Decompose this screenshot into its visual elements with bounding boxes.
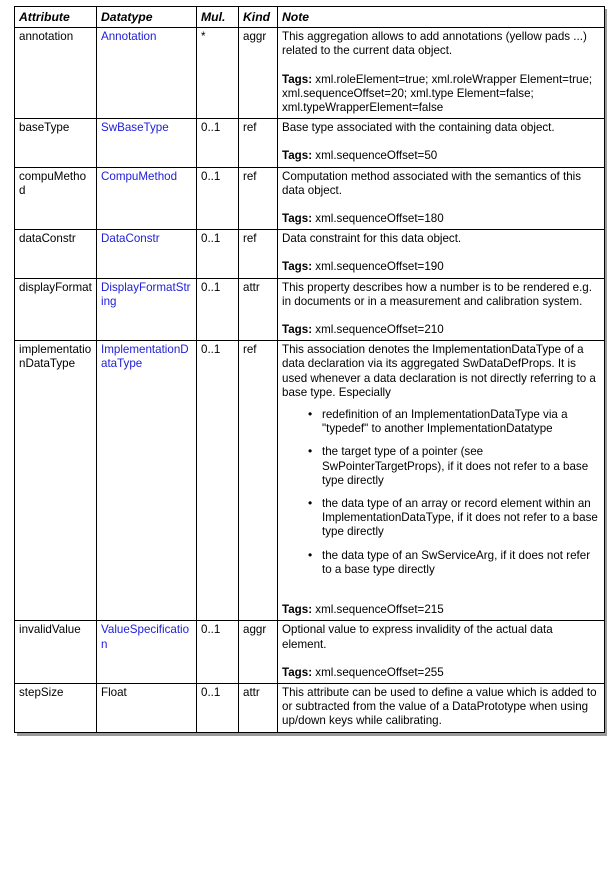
note-spacer [282,577,600,603]
cell-multiplicity: 0..1 [197,119,239,167]
cell-kind: attr [239,278,278,341]
note-bullet-list [282,408,600,577]
note-description: This aggregation allows to add annotations (yellow pads ...) related to the current data object. [282,30,587,58]
cell-attribute: stepSize [15,683,97,732]
cell-multiplicity: 0..1 [197,621,239,684]
note-description: This property describes how a number is to be rendered e.g. in documents or in a measurement and calibration system. [282,280,592,308]
cell-multiplicity: * [197,28,239,119]
column-header-mul: Mul. [197,7,239,28]
cell-attribute: annotation [15,28,97,119]
cell-note [278,28,605,119]
table-header-row [15,7,605,28]
cell-note [278,230,605,278]
cell-note [278,621,605,684]
note-tags [282,73,600,116]
cell-note [278,341,605,621]
table-header [15,7,605,28]
table-row [15,28,605,119]
cell-multiplicity: 0..1 [197,683,239,732]
note-description: Data constraint for this data object. [282,232,462,246]
cell-datatype-link[interactable]: ImplementationDataType [97,341,197,621]
note-description: This attribute can be used to define a value which is added to or subtracted from the value of a DataPrototype when using up/down keys while calibrating. [282,685,597,728]
note-tags-label: Tags: [282,149,313,163]
note-spacer [282,59,600,73]
note-description: Base type associated with the containing data object. [282,121,555,135]
note-tags [282,603,600,617]
cell-kind: ref [239,341,278,621]
note-spacer [282,309,600,323]
cell-note [278,278,605,341]
cell-kind: attr [239,683,278,732]
table-row [15,119,605,167]
note-tags [282,323,600,337]
note-tags-value: xml.sequenceOffset=50 [315,149,438,163]
cell-kind: aggr [239,621,278,684]
cell-multiplicity: 0..1 [197,167,239,230]
note-bullet-item: • redefinition of an ImplementationDataType via a "typedef" to another ImplementationDatatype [308,408,600,436]
note-description: This association denotes the ImplementationDataType of a data declaration via its aggregated SwDataDefProps. It is used whenever a data declaration is not directly referring to a base type. Especially [282,343,596,399]
note-tags-label: Tags: [282,323,313,337]
table-body [15,28,605,732]
note-spacer [282,652,600,666]
attributes-table [14,6,605,733]
table-row [15,683,605,732]
note-bullet-item: • the target type of a pointer (see SwPointerTargetProps), if it does not refer to a base type directly [308,445,600,488]
cell-datatype-link[interactable]: Annotation [97,28,197,119]
cell-kind: aggr [239,28,278,119]
attributes-table-container [14,6,604,733]
cell-attribute: compuMethod [15,167,97,230]
note-bullet-item: • the data type of an SwServiceArg, if it does not refer to a base type directly [308,549,600,577]
column-header-note: Note [278,7,605,28]
table-row [15,167,605,230]
cell-multiplicity: 0..1 [197,341,239,621]
cell-datatype-link[interactable]: SwBaseType [97,119,197,167]
note-tags-label: Tags: [282,603,313,617]
cell-datatype-link[interactable]: DataConstr [97,230,197,278]
cell-note [278,119,605,167]
cell-kind: ref [239,230,278,278]
cell-multiplicity: 0..1 [197,230,239,278]
table-row [15,278,605,341]
cell-attribute: baseType [15,119,97,167]
table-row [15,230,605,278]
cell-datatype-link[interactable]: CompuMethod [97,167,197,230]
note-description: Optional value to express invalidity of the actual data element. [282,623,553,651]
note-tags-value: xml.sequenceOffset=210 [315,323,444,337]
note-tags-label: Tags: [282,665,313,679]
note-tags-value: xml.sequenceOffset=190 [315,260,444,274]
note-tags-label: Tags: [282,72,313,86]
cell-multiplicity: 0..1 [197,278,239,341]
cell-datatype: Float [97,683,197,732]
table-row [15,341,605,621]
note-tags [282,149,600,163]
column-header-attribute: Attribute [15,7,97,28]
cell-attribute: implementationDataType [15,341,97,621]
note-tags-value: xml.sequenceOffset=255 [315,665,444,679]
column-header-kind: Kind [239,7,278,28]
note-tags [282,666,600,680]
note-tags-label: Tags: [282,260,313,274]
cell-attribute: invalidValue [15,621,97,684]
column-header-datatype: Datatype [97,7,197,28]
note-tags-label: Tags: [282,212,313,226]
note-tags-value: xml.sequenceOffset=180 [315,212,444,226]
note-bullet-item: • the data type of an array or record element within an ImplementationDataType, if it does not refer to a base type directly [308,497,600,540]
note-spacer [282,135,600,149]
cell-kind: ref [239,167,278,230]
note-tags-value: xml.sequenceOffset=215 [315,603,444,617]
note-spacer [282,198,600,212]
note-description: Computation method associated with the semantics of this data object. [282,169,582,197]
note-tags-value: xml.roleElement=true; xml.roleWrapper Element=true; xml.sequenceOffset=20; xml.type Element=false; xml.typeWrapperElement=false [282,72,593,115]
cell-note [278,683,605,732]
note-tags [282,212,600,226]
note-spacer [282,246,600,260]
cell-kind: ref [239,119,278,167]
cell-attribute: displayFormat [15,278,97,341]
cell-datatype-link[interactable]: ValueSpecification [97,621,197,684]
table-row [15,621,605,684]
cell-note [278,167,605,230]
cell-attribute: dataConstr [15,230,97,278]
cell-datatype-link[interactable]: DisplayFormatString [97,278,197,341]
note-tags [282,260,600,274]
